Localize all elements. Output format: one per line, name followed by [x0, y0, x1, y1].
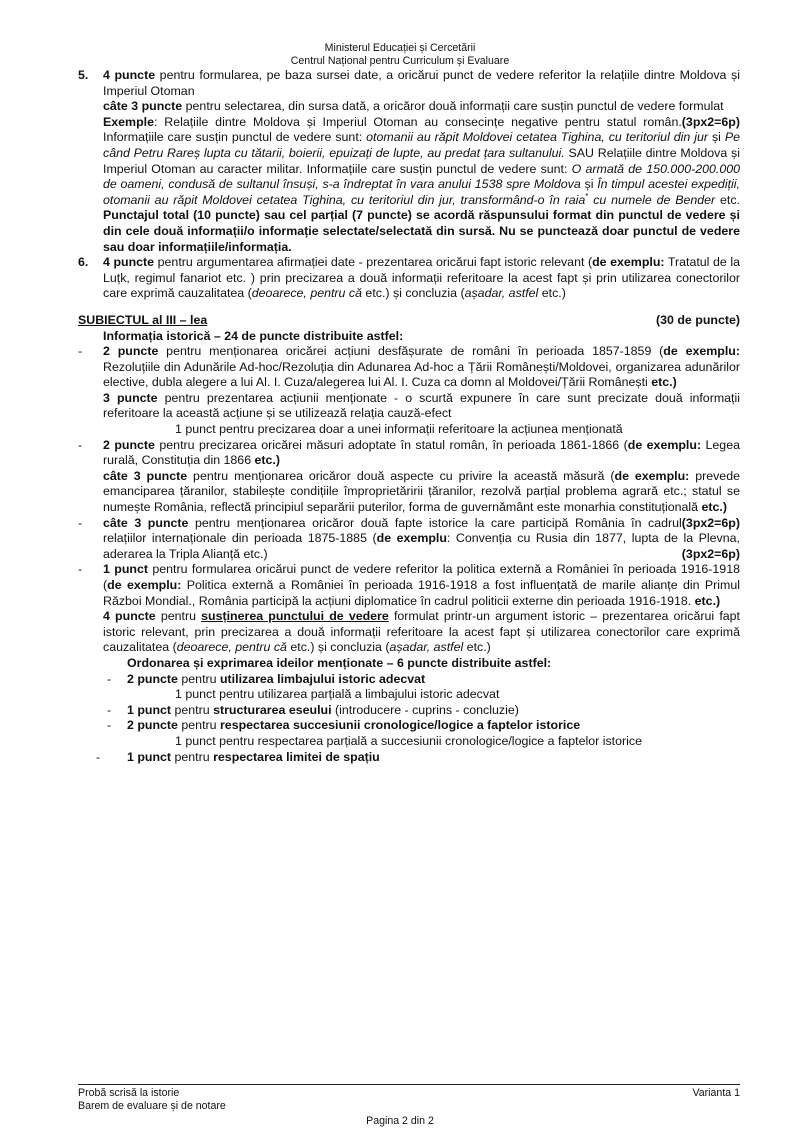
- footer-barem: Barem de evaluare și de notare: [78, 1100, 226, 1112]
- criterion-3-score: (3px2=6p): [681, 546, 740, 561]
- criterion-1: - 2 puncte pentru menționarea oricărei acțiuni desfășurate de români în perioada 1857-1859 (de exemplu: Rezoluțiile din Adunările Ad-hoc/Rezoluția din Adunarea Ad-hoc a Țării Românești/Moldovei, organizarea adunărilor elective, dubla alegere a lui Al. I. Cuza/alegerea lui Al. I. Cuza ca domn al Moldovei/Țării Românești etc.) 3 puncte pentru prezentarea acțiunii menționate - o scurtă expunere în care sunt precizate două informații referitoare la această acțiune și se utilizează relația cauză-efect 1 punct pentru precizarea doar a unei informații referitoare la acțiunea menționată: [78, 344, 740, 437]
- item-5-examples: Exemple: Relațiile dintre Moldova și Imperiul Otoman au consecințe negative pentru statul român. Informațiile care susțin punctul de vedere sunt: otomanii au răpit Moldovei cetatea Tighina, cu teritoriul din jur și Pe când Petru Rareș lupta cu tătarii, boierii, epuizați de lupte, au predat țara sultanului. SAU Relațiile dintre Moldova și Imperiul Otoman au caracter militar. Informațiile care susțin punctul de vedere sunt: O armată de 150.000-200.000 de oameni, condusă de sultanul însuși, s-a îndreptat în vara anului 1538 spre Moldova și În timpul acestei expediții, otomanii au răpit Moldovei cetatea Tighina, cu teritoriul din jur, transformând-o în raia* cu numele de Bender etc. Punctajul total (10 puncte) sau cel parțial (7 puncte) se acordă răspunsului format din punctul de vedere și din cele două informații/o informație selectate/selectată din sursă. Nu se punctează doar punctul de vedere sau doar informațiile/informația.: [103, 114, 741, 254]
- criterion-1-partial: 1 punct pentru precizarea doar a unei informații referitoare la acțiunea menționată: [175, 422, 623, 437]
- order-criterion-3: - 2 puncte pentru respectarea succesiunii cronologice/logice a faptelor istorice 1 punct pentru respectarea parțială a succesiunii cronologice/logice a faptelor istorice: [107, 718, 642, 748]
- item-5-score: (3px2=6p): [681, 114, 740, 129]
- page-number: Pagina 2 din 2: [366, 1115, 434, 1127]
- item-6-number: 6.: [78, 255, 89, 270]
- footer-divider: [78, 1084, 740, 1085]
- footer-variant: Varianta 1: [692, 1087, 740, 1099]
- criterion-3: - câte 3 puncte pentru menționarea oricăror două fapte istorice la care participă România în cadrul relațiilor internaționale din perioada 1875-1885 (de exemplu: Convenția cu Rusia din 1877, lupta de la Plevna, aderarea la Tripla Alianță etc.) (3px2=6p): [78, 515, 740, 561]
- page-header: [0, 42, 800, 67]
- header-ministry: Ministerul Educației și Cercetării: [324, 42, 476, 54]
- page-content: [78, 68, 740, 765]
- order-criterion-2: - 1 punct pentru structurarea eseului (introducere - cuprins - concluzie): [107, 702, 519, 717]
- subject-3-title: SUBIECTUL al III – lea: [78, 312, 208, 327]
- item-5-number: 5.: [78, 68, 89, 82]
- subject-3-points: (30 de puncte): [656, 312, 740, 327]
- item-5-criterion-b: câte 3 puncte pentru selectarea, din sursa dată, a oricăror două informații care susțin punctul de vedere formulat (3px2=6p): [103, 99, 740, 129]
- footer-left: [78, 1087, 226, 1113]
- order-criterion-4: - 1 punct pentru respectarea limitei de spațiu: [96, 749, 380, 764]
- order-heading: Ordonarea și exprimarea ideilor menționate – 6 puncte distribuite astfel:: [127, 655, 552, 670]
- footer-exam: Probă scrisă la istorie: [78, 1087, 180, 1099]
- criterion-2: - 2 puncte pentru precizarea oricărei măsuri adoptate în statul român, în perioada 1861-1866 (de exemplu: Legea rurală, Constituția din 1866 etc.) câte 3 puncte pentru menționarea oricăror două aspecte cu privire la această măsură (de exemplu: prevede emanciparea țăranilor, stabilește condițiile împroprietăririi țăranilor, rezolvă parțial problema agrară etc.; statul se numește România, reflectă principiul separării puterilor, forma de guvernământ este monarhia constituțională etc.) (3px2=6p): [78, 437, 740, 530]
- item-6: 6. 4 puncte pentru argumentarea afirmației date - prezentarea oricărui fapt istoric relevant (de exemplu: Tratatul de la Luțk, regimul fanariot etc. ) prin precizarea a două informații referitoare la acest fapt și prin utilizarea conectorilor care exprimă cauzalitatea (deoarece, pentru că etc.) și concluzia (așadar, astfel etc.): [78, 255, 741, 301]
- item-5: [78, 68, 740, 255]
- criterion-2-score: (3px2=6p): [681, 515, 740, 530]
- subject-3-title-row: [78, 313, 740, 329]
- header-center: Centrul Național pentru Curriculum și Evaluare: [290, 54, 510, 67]
- order-criterion-1: - 2 puncte pentru utilizarea limbajului istoric adecvat 1 punct pentru utilizarea parțială a limbajului istoric adecvat: [107, 671, 500, 702]
- criterion-4: - 1 punct pentru formularea oricărui punct de vedere referitor la politica externă a României în perioada 1916-1918 (de exemplu: Politica externă a României în perioada 1916-1918 a fost influențată de marile alianțe din Primul Război Mondial., România participă la acțiuni diplomatice în cadrul politicii externe din perioada 1916-1918. etc.) 4 puncte pentru susținerea punctului de vedere formulat printr-un argument istoric – prezentarea oricărui fapt istoric relevant, prin precizarea a două informații referitoare la acest fapt și utilizarea conectorilor care exprimă cauzalitatea (deoarece, pentru că etc.) și concluzia (așadar, astfel etc.): [78, 562, 740, 655]
- info-heading: Informația istorică – 24 de puncte distribuite astfel:: [103, 328, 404, 343]
- item-5-criterion-a: 4 puncte pentru formularea, pe baza sursei date, a oricărui punct de vedere referitor la relațiile dintre Moldova și Imperiul Otoman: [103, 68, 740, 98]
